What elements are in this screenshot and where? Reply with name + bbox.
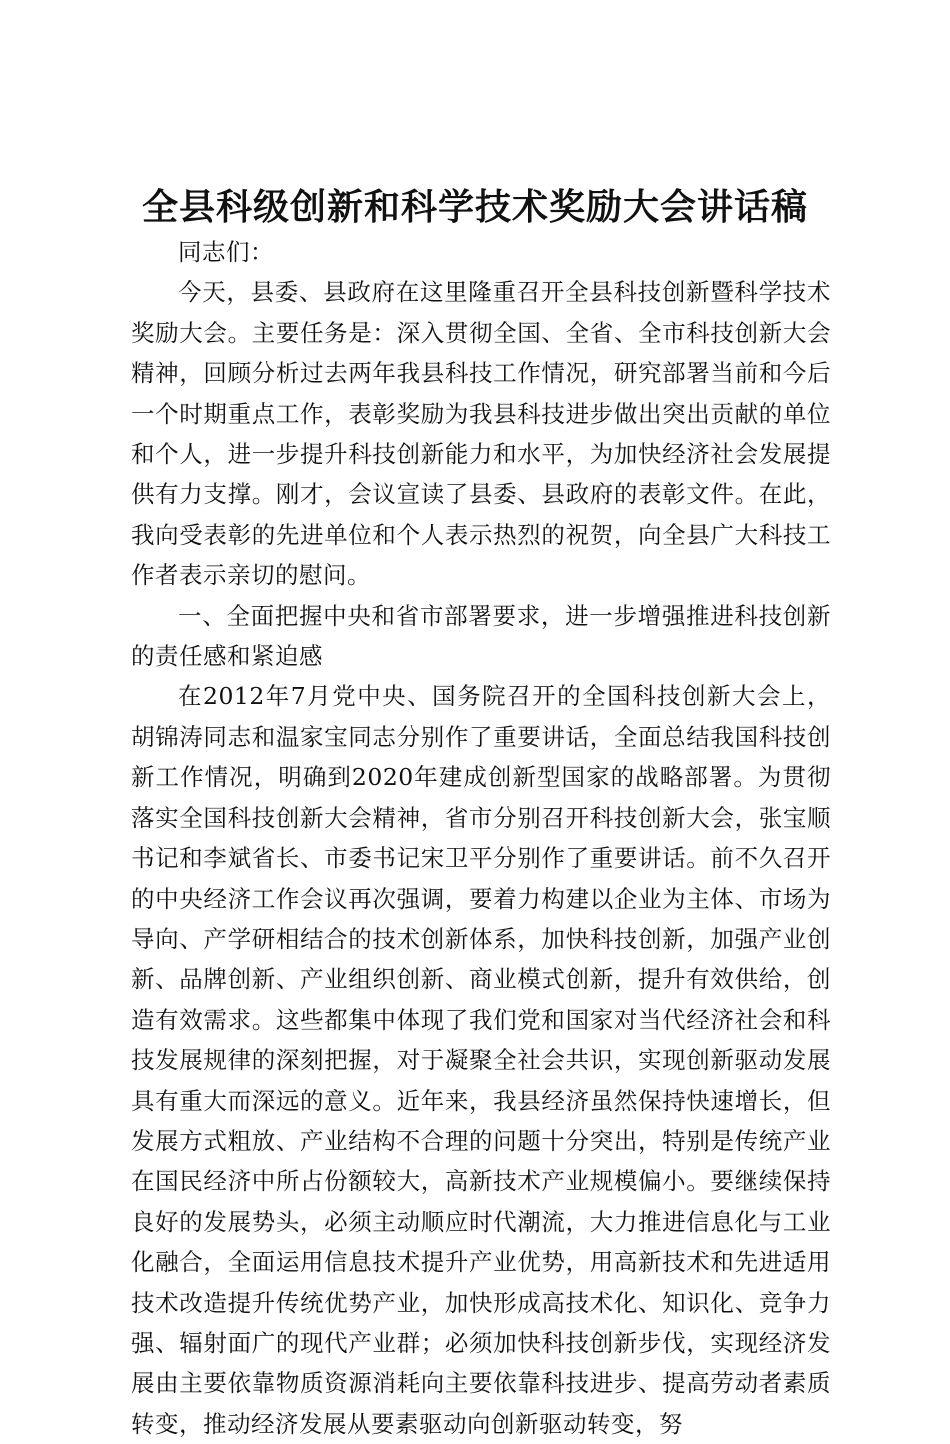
body-paragraph: 在2012年7月党中央、国务院召开的全国科技创新大会上，胡锦涛同志和温家宝同志分别作了重要讲话，全面总结我国科技创新工作情况，明确到2020年建成创新型国家的战略部署。为贯彻落实全国科技创新大会精神，省市分别召开科技创新大会，张宝顺书记和李斌省长、市委书记宋卫平分别作了重要讲话。前不久召开的中央经济工作会议再次强调，要着力构建以企业为主体、市场为导向、产学研相结合的技术创新体系，加快科技创新，加强产业创新、品牌创新、产业组织创新、商业模式创新，提升有效供给，创造有效需求。这些都集中体现了我们党和国家对当代经济社会和科技发展规律的深刻把握，对于凝聚全社会共识，实现创新驱动发展具有重大而深远的意义。近年来，我县经济虽然保持快速增长，但发展方式粗放、产业结构不合理的问题十分突出，特别是传统产业在国民经济中所占份额较大，高新技术产业规模偏小。要继续保持良好的发展势头，必须主动顺应时代潮流，大力推进信息化与工业化融合，全面运用信息技术提升产业优势，用高新技术和先进适用技术改造提升传统优势产业，加快形成高技术化、知识化、竞争力强、辐射面广的现代产业群；必须加快科技创新步伐，实现经济发展由主要依靠物质资源消耗向主要依靠科技进步、提高劳动者素质转变，推动经济发展从要素驱动向创新驱动转变，努 <box>131 682 831 1438</box>
salutation-paragraph: 同志们： <box>178 238 274 266</box>
document-body <box>131 232 831 1444</box>
intro-paragraph: 今天，县委、县政府在这里隆重召开全县科技创新暨科学技术奖励大会。主要任务是：深入贯彻全国、全省、全市科技创新大会精神，回顾分析过去两年我县科技工作情况，研究部署当前和今后一个时期重点工作，表彰奖励为我县科技进步做出突出贡献的单位和个人，进一步提升科技创新能力和水平，为加快经济社会发展提供有力支撑。刚才，会议宣读了县委、县政府的表彰文件。在此，我向受表彰的先进单位和个人表示热烈的祝贺，向全县广大科技工作者表示亲切的慰问。 <box>131 278 831 590</box>
section-heading-1: 一、全面把握中央和省市部署要求，进一步增强推进科技创新的责任感和紧迫感 <box>131 601 831 671</box>
document-title: 全县科级创新和科学技术奖励大会讲话稿 <box>141 187 808 228</box>
